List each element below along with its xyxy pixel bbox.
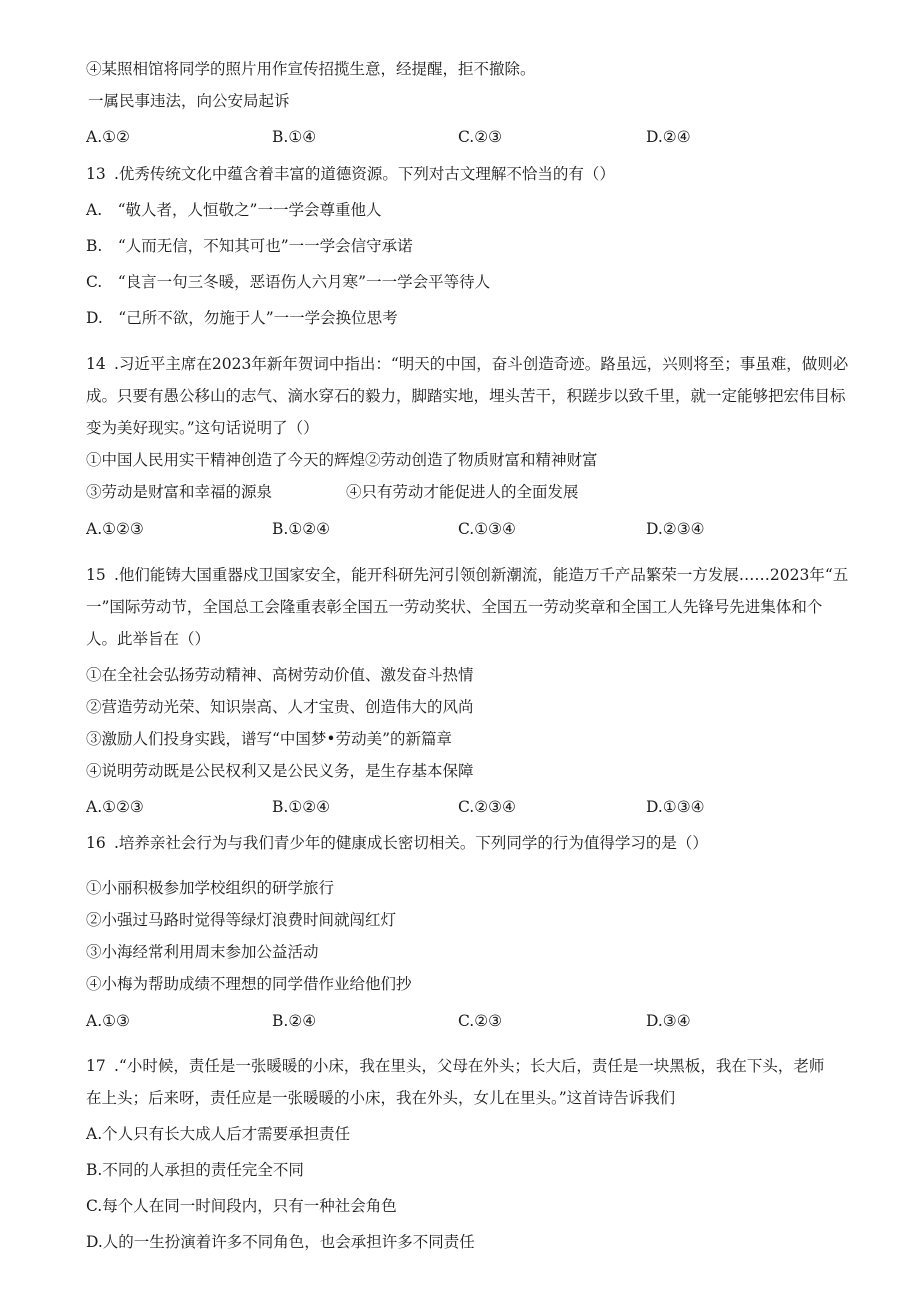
q13-option-b: B. “人而无信，不知其可也”一一学会信守承诺 (86, 237, 413, 255)
q12-option-a: A.①② (86, 128, 130, 146)
q14-options (86, 518, 846, 540)
q16-item-2: ②小强过马路时觉得等绿灯浪费时间就闯红灯 (86, 911, 397, 929)
q17-number: 17 (86, 1057, 106, 1075)
q12-item-4: ④某照相馆将同学的照片用作宣传招揽生意，经提醒，拒不撤除。 (86, 60, 536, 78)
q14-number: 14 (86, 355, 106, 373)
q12-option-d: D.②④ (646, 128, 691, 146)
q15-item-1: ①在全社会弘扬劳动精神、高树劳动价值、激发奋斗热情 (86, 666, 474, 684)
q16-stem (86, 832, 708, 854)
q16-options (86, 1010, 846, 1032)
q17-stem-line-1 (86, 1055, 824, 1077)
q16-item-4: ④小梅为帮助成绩不理想的同学借作业给他们抄 (86, 975, 412, 993)
q17-stem-line-1-text: .“小时候，责任是一张暖暖的小床，我在里头，父母在外头；长大后，责任是一块黑板，我在下头，老师 (114, 1057, 825, 1075)
q14-item-3: ③劳动是财富和幸福的源泉 (86, 483, 273, 501)
q15-options (86, 796, 846, 818)
q16-number: 16 (86, 834, 106, 852)
q13-option-a: A. “敬人者，人恒敬之”一一学会尊重他人 (86, 201, 382, 219)
q15-stem-line-3: 人。此举旨在（） (86, 630, 211, 648)
q16-stem-text: .培养亲社会行为与我们青少年的健康成长密切相关。下列同学的行为值得学习的是（） (114, 834, 708, 852)
q17-option-b: B.不同的人承担的责任完全不同 (86, 1161, 304, 1179)
q15-item-4: ④说明劳动既是公民权利又是公民义务，是生存基本保障 (86, 762, 474, 780)
q14-option-d: D.②③④ (646, 520, 705, 538)
q16-option-a: A.①③ (86, 1012, 130, 1030)
q15-stem-line-1 (86, 564, 848, 586)
q13-option-d: D. “己所不欲，勿施于人”一一学会换位思考 (86, 309, 398, 327)
q13-option-c: C. “良言一句三冬暖，恶语伤人六月寒”一一学会平等待人 (86, 273, 491, 291)
q13-stem-text: .优秀传统文化中蕴含着丰富的道德资源。下列对古文理解不恰当的有（） (114, 165, 615, 183)
q17-option-a: A.个人只有长大成人后才需要承担责任 (86, 1125, 351, 1143)
q12-option-b: B.①④ (272, 128, 317, 146)
q15-item-2: ②营造劳动光荣、知识崇高、人才宝贵、创造伟大的风尚 (86, 698, 474, 716)
q15-option-b: B.①②④ (272, 798, 331, 816)
q15-option-c: C.②③④ (458, 798, 516, 816)
q13-stem (86, 163, 615, 185)
q15-option-a: A.①②③ (86, 798, 144, 816)
q14-option-a: A.①②③ (86, 520, 144, 538)
q15-stem-line-2: 一”国际劳动节，全国总工会隆重表彰全国五一劳动奖状、全国五一劳动奖章和全国工人先锋号先进集体和个 (86, 598, 823, 616)
q13-number: 13 (86, 165, 106, 183)
q17-option-d: D.人的一生扮演着许多不同角色，也会承担许多不同责任 (86, 1233, 475, 1251)
q15-item-3: ③激励人们投身实践，谱写“中国梦•劳动美”的新篇章 (86, 730, 452, 748)
q14-stem-line-3: 变为美好现实。”这句话说明了（） (86, 419, 319, 437)
q16-option-b: B.②④ (272, 1012, 317, 1030)
q14-stem-line-2: 成。只要有愚公移山的志气、滴水穿石的毅力，脚踏实地，埋头苦干，积蹉步以致千里，就一定能够把宏伟目标 (86, 387, 846, 405)
q16-option-c: C.②③ (458, 1012, 503, 1030)
q17-stem-line-2: 在上头；后来呀，责任应是一张暖暖的小床，我在外头，女儿在里头。”这首诗告诉我们 (86, 1089, 676, 1107)
q14-stem-line-1 (86, 353, 848, 375)
q16-option-d: D.③④ (646, 1012, 691, 1030)
q14-option-b: B.①②④ (272, 520, 331, 538)
q16-item-1: ①小丽积极参加学校组织的研学旅行 (86, 879, 335, 897)
q14-stem-line-1-text: .习近平主席在2023年新年贺词中指出：“明天的中国，奋斗创造奇迹。路虽远，兴则将至；事虽难，做则必 (114, 355, 849, 373)
q12-options (86, 126, 846, 148)
q14-item-4: ④只有劳动才能促进人的全面发展 (346, 483, 579, 501)
q12-option-c: C.②③ (458, 128, 503, 146)
q15-option-d: D.①③④ (646, 798, 705, 816)
q16-item-3: ③小海经常利用周末参加公益活动 (86, 943, 319, 961)
q15-stem-line-1-text: .他们能铸大国重器戍卫国家安全，能开科研先河引领创新潮流，能造万千产品繁荣一方发展……2023年“五 (114, 566, 849, 584)
q14-option-c: C.①③④ (458, 520, 516, 538)
q15-number: 15 (86, 566, 106, 584)
q14-items-1-2: ①中国人民用实干精神创造了今天的辉煌②劳动创造了物质财富和精神财富 (86, 451, 598, 469)
q17-option-c: C.每个人在同一时间段内，只有一种社会角色 (86, 1197, 397, 1215)
q12-item-4-sub: 一属民事违法，向公安局起诉 (88, 92, 290, 110)
